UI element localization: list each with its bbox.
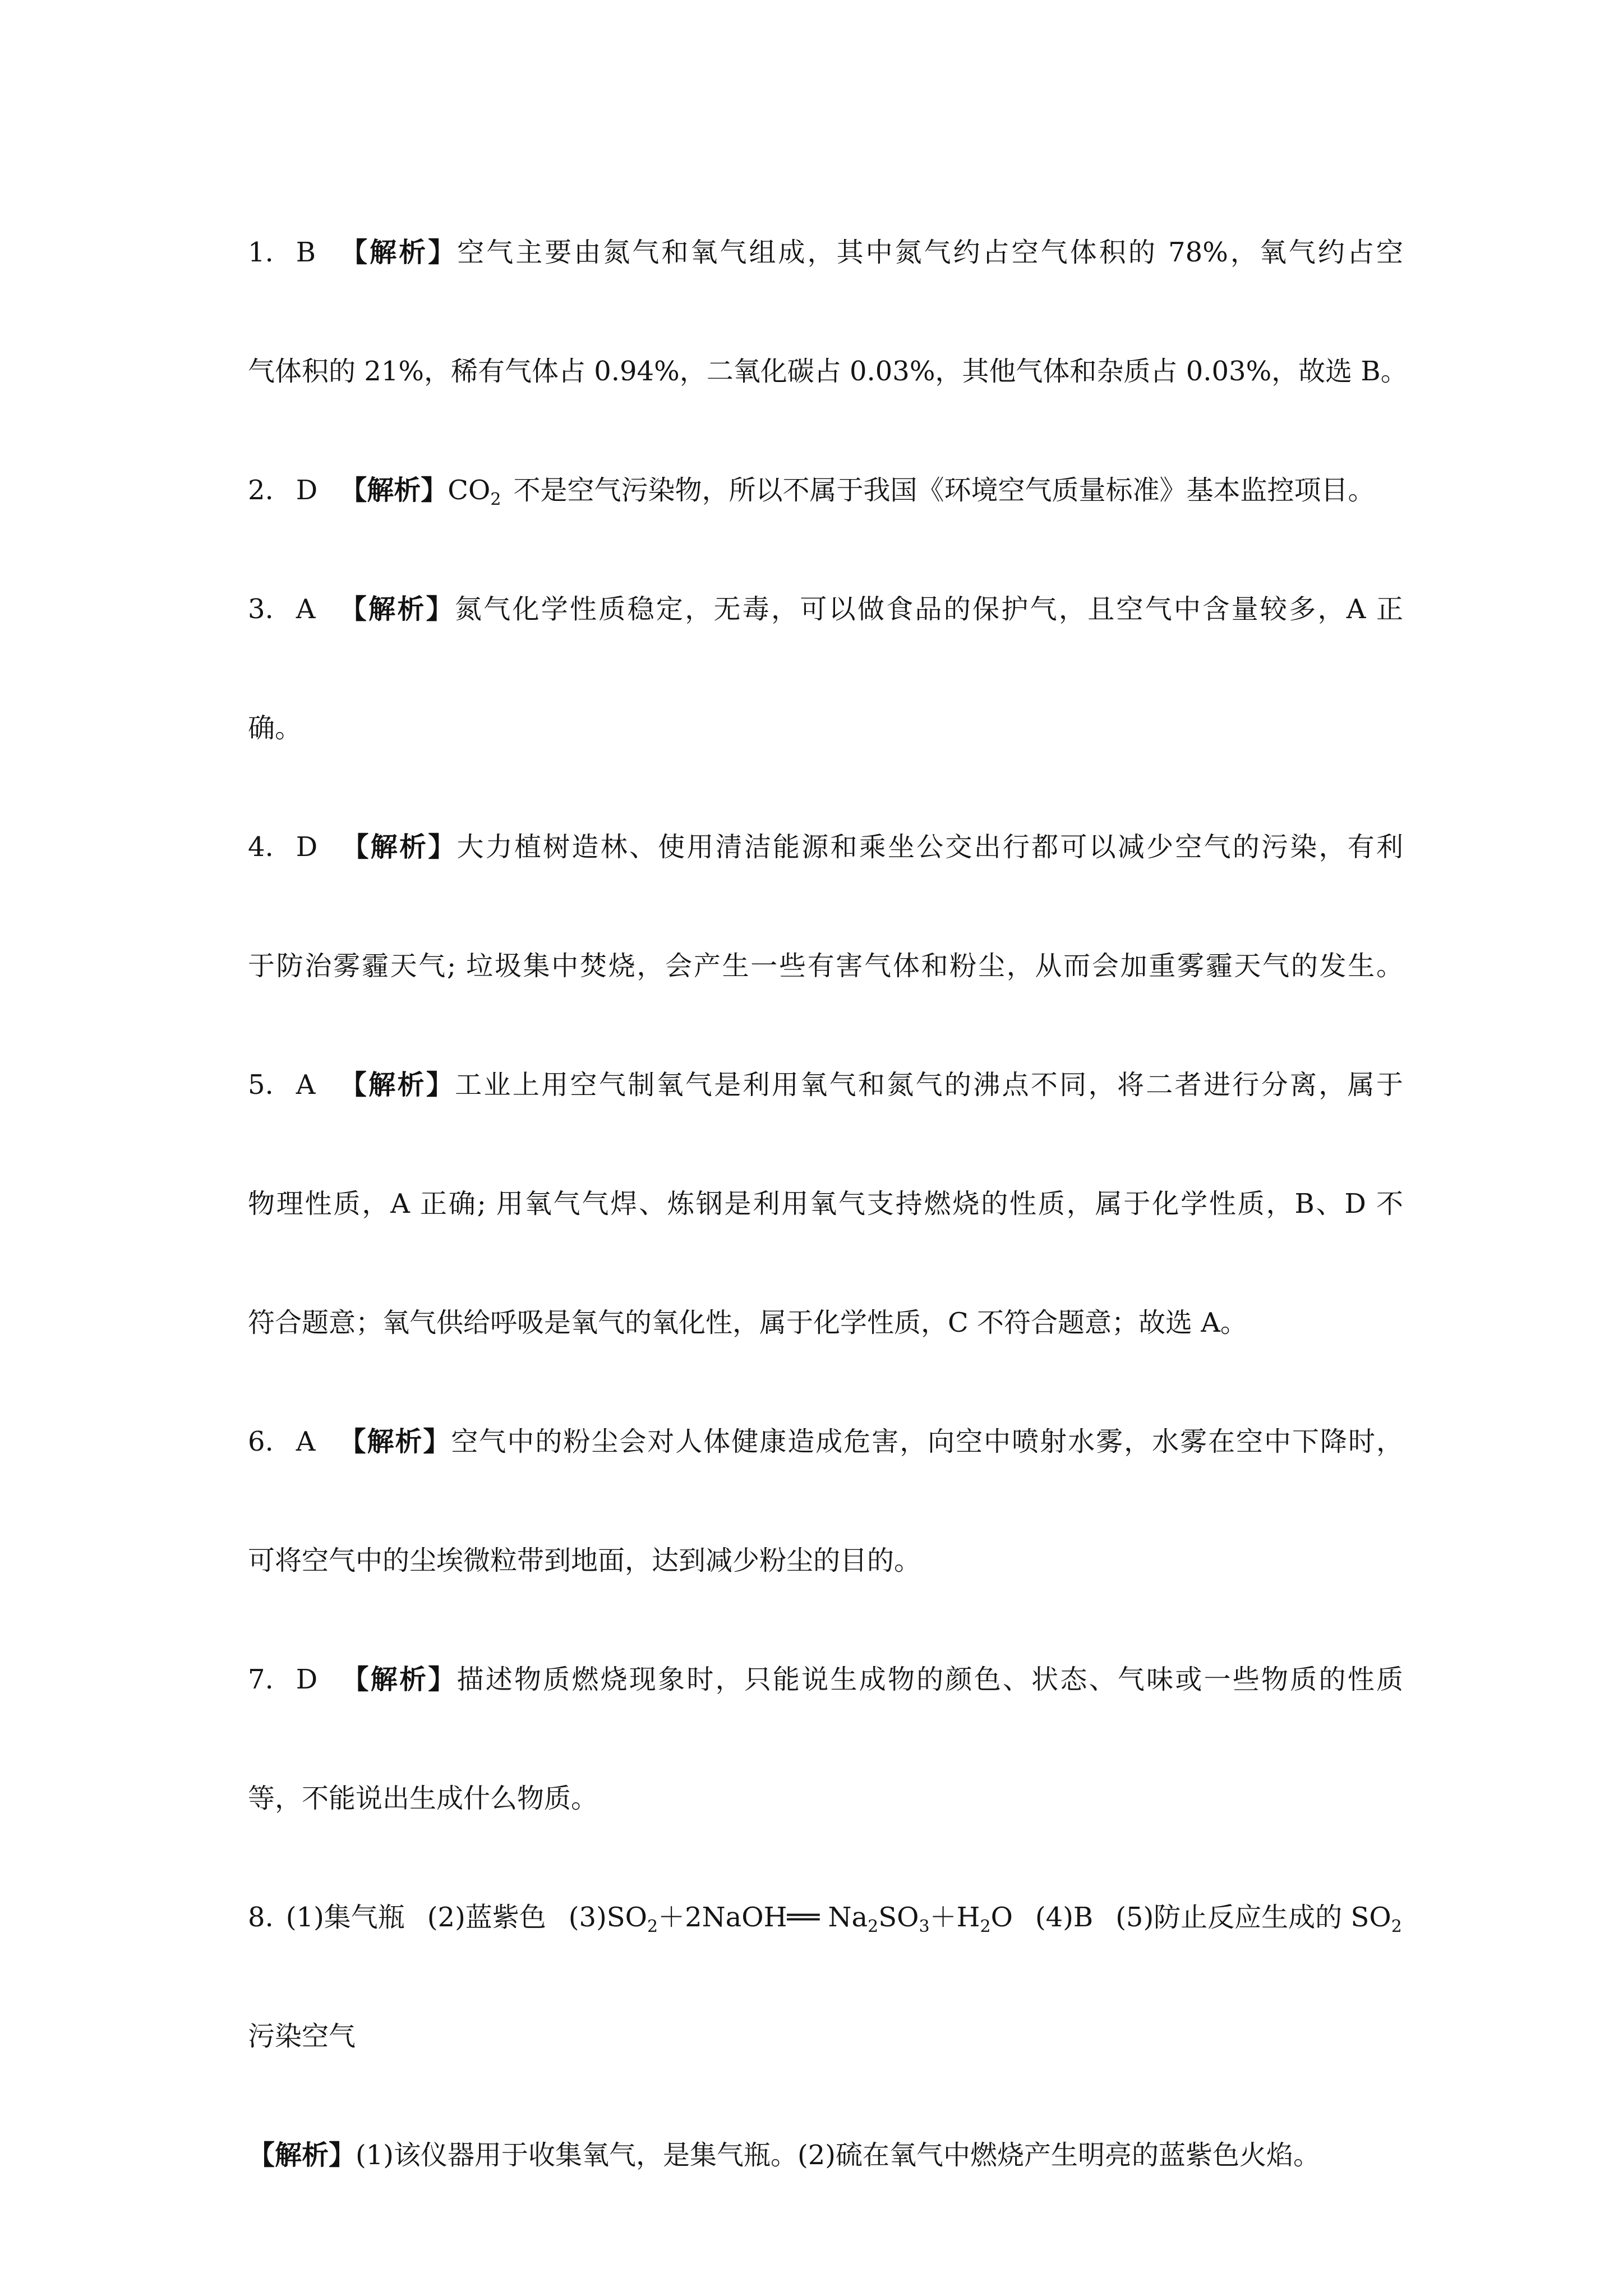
answer-letter: A (296, 1069, 316, 1101)
analysis-text: 工业上用空气制氧气是利用氧气和氮气的沸点不同，将二者进行分离，属于 (455, 1069, 1403, 1101)
analysis-text: 可将空气中的尘埃微粒带到地面，达到减少粉尘的目的。 (248, 1545, 921, 1576)
answer-4-line-2 (248, 949, 1403, 983)
answer-8-line-1 (248, 1901, 1403, 1934)
question-number: 6. (248, 1426, 274, 1457)
question-number: 2. (248, 475, 274, 506)
answer-letter: D (296, 831, 318, 863)
analysis-tag: 【解析】 (338, 593, 455, 625)
answer-2-line-1 (248, 473, 1403, 507)
answer-8-analysis (248, 2138, 1403, 2172)
answer-7-line-2 (248, 1782, 1403, 1815)
formula-subscript: 2 (490, 490, 501, 509)
analysis-tag: 【解析】 (340, 1664, 457, 1695)
answer-letter: B (296, 237, 316, 268)
analysis-text: 氮气化学性质稳定，无毒，可以做食品的保护气，且空气中含量较多，A 正 (454, 593, 1403, 625)
answer-6-line-1 (248, 1425, 1403, 1458)
question-number: 5. (248, 1069, 274, 1101)
answer-3-line-1 (248, 592, 1403, 626)
answer-4-line-1 (248, 830, 1403, 864)
analysis-text: 物理性质，A 正确; 用氧气气焊、炼钢是利用氧气支持燃烧的性质，属于化学性质，B、D 不 (248, 1188, 1403, 1220)
analysis-text: 污染空气 (248, 2021, 356, 2052)
analysis-tag: 【解析】 (248, 2139, 356, 2171)
question-number: 8. (248, 1902, 274, 1933)
analysis-tag: 【解析】 (338, 1069, 455, 1101)
answer-5-line-3 (248, 1306, 1403, 1340)
answer-letter: A (296, 593, 316, 625)
question-number: 4. (248, 831, 274, 863)
analysis-text: 描述物质燃烧现象时，只能说生成物的颜色、状态、气味或一些物质的性质 (457, 1664, 1403, 1695)
answer-8-line-2 (248, 2019, 1403, 2053)
analysis-text: (1)该仪器用于收集氧气，是集气瓶。(2)硫在氧气中燃烧产生明亮的蓝紫色火焰。 (356, 2139, 1321, 2171)
analysis-tag: 【解析】 (338, 237, 458, 268)
answer-5-line-1 (248, 1068, 1403, 1102)
analysis-text: 等，不能说出生成什么物质。 (248, 1783, 598, 1814)
answer-6-line-2 (248, 1544, 1403, 1577)
answer-part-2: (2)蓝紫色 (427, 1902, 546, 1933)
answer-part-1: (1)集气瓶 (285, 1902, 405, 1933)
analysis-text: 符合题意；氧气供给呼吸是氧气的氧化性，属于化学性质，C 不符合题意；故选 A。 (248, 1307, 1247, 1338)
analysis-text: 空气主要由氮气和氧气组成，其中氮气约占空气体积的 78%，氧气约占空 (457, 237, 1403, 268)
analysis-text: 不是空气污染物，所以不属于我国《环境空气质量标准》基本监控项目。 (513, 475, 1375, 506)
analysis-text: 大力植树造林、使用清洁能源和乘坐公交出行都可以减少空气的污染，有利 (457, 831, 1403, 863)
answer-part-4: (4)B (1035, 1902, 1094, 1933)
analysis-text: 气体积的 21%，稀有气体占 0.94%，二氧化碳占 0.03%，其他气体和杂质占 0.03%，故选 B。 (248, 356, 1408, 387)
answer-part-3: $(3)SO_2+2NaOH══$ $Na_2SO_3+H_2O$ (568, 1902, 1013, 1936)
answer-part-5: (5)防止反应生成的 $SO_2$ (1115, 1902, 1402, 1936)
analysis-tag: 【解析】 (338, 1426, 451, 1457)
answer-1-line-1 (248, 236, 1403, 269)
question-number: 1. (248, 237, 274, 268)
analysis-text: 于防治雾霾天气; 垃圾集中焚烧，会产生一些有害气体和粉尘，从而会加重雾霾天气的发生。 (248, 950, 1403, 982)
answer-7-line-1 (248, 1663, 1403, 1696)
question-number: 3. (248, 593, 274, 625)
analysis-text: 空气中的粉尘会对人体健康造成危害，向空中喷射水雾，水雾在空中下降时， (451, 1426, 1403, 1457)
formula-co: CO (448, 475, 491, 506)
answer-letter: D (296, 475, 318, 506)
analysis-text: 确。 (248, 712, 302, 744)
answer-letter: A (296, 1426, 316, 1457)
answer-5-line-2 (248, 1187, 1403, 1221)
analysis-tag: 【解析】 (340, 475, 448, 506)
question-number: 7. (248, 1664, 274, 1695)
answer-1-line-2 (248, 355, 1408, 388)
answer-letter: D (296, 1664, 318, 1695)
answer-3-line-2 (248, 711, 1403, 745)
analysis-tag: 【解析】 (340, 831, 457, 863)
